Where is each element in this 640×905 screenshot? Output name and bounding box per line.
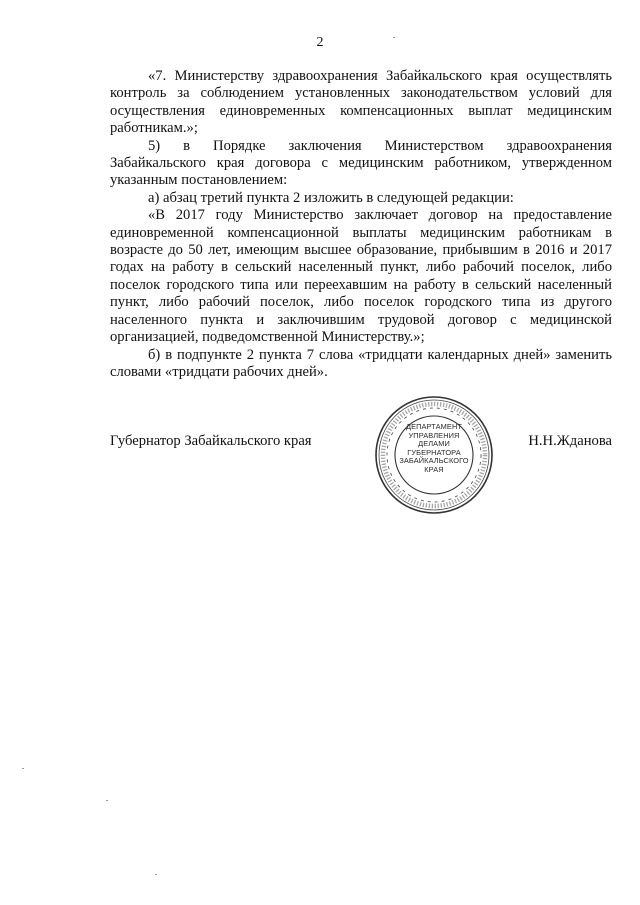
seal-center-text — [398, 423, 470, 475]
scan-speck — [22, 768, 24, 769]
seal-line: ГУБЕРНАТОРА — [407, 447, 461, 457]
paragraph-clause-7: «7. Министерству здравоохранения Забайкальского края осуществлять контроль за соблюдением установленных законодательством условий для осуществления единовременных компенсационных выплат медицинским работникам.»; — [110, 68, 612, 137]
paragraph-subitem-b: б) в подпункте 2 пункта 7 слова «тридцати календарных дней» заменить словами «тридцати рабочих дней». — [110, 346, 612, 380]
scan-speck — [393, 37, 395, 38]
document-body — [110, 68, 612, 381]
seal-line: ДЕПАРТАМЕНТ — [405, 422, 462, 431]
signatory-name: Н.Н.Жданова — [528, 433, 612, 449]
seal-line: УПРАВЛЕНИЯ — [408, 430, 460, 440]
paragraph-item-5: 5) в Порядке заключения Министерством здравоохранения Забайкальского края договора с медицинским работником, утвержденном указанным постановлением: — [110, 137, 612, 189]
seal-line: КРАЯ — [424, 464, 444, 474]
paragraph-quoted-text: «В 2017 году Министерство заключает договор на предоставление единовременной компенсационной выплаты медицинским работникам в возрасте до 50 лет, имеющим высшее образование, прибывшим в 2016 и 2017 годах на работу в сельский населенный пункт, либо рабочий поселок, либо поселок городского типа или переехавшим на работу в сельский населенный пункт, либо рабочий поселок, либо поселок городского типа из другого населенного пункта и заключившим трудовой договор с медицинской организацией, подведомственной Министерству.»; — [110, 207, 612, 346]
seal-line: ДЕЛАМИ — [418, 439, 450, 449]
scan-speck — [106, 800, 108, 801]
paragraph-subitem-a: а) абзац третий пункта 2 изложить в следующей редакции: — [148, 189, 514, 206]
official-seal — [372, 393, 496, 517]
scan-speck — [155, 874, 157, 875]
seal-line: ЗАБАЙКАЛЬСКОГО — [399, 456, 469, 466]
signature-block — [110, 430, 612, 453]
signatory-position: Губернатор Забайкальского края — [110, 433, 312, 449]
page-number: 2 — [316, 35, 324, 50]
